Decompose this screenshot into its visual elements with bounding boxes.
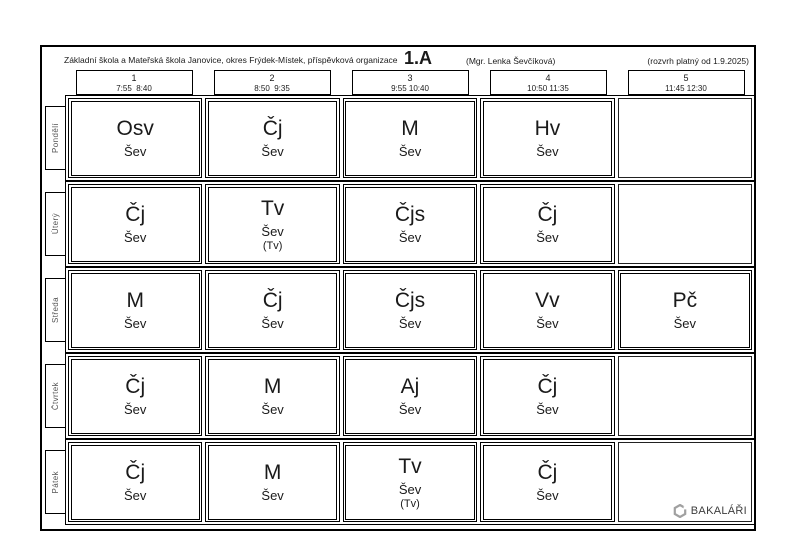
lesson-cell-empty [618, 184, 752, 264]
period-time: 11:45 12:30 [665, 84, 707, 93]
subject-abbr: Tv [398, 454, 422, 478]
lesson-cell [68, 98, 202, 178]
lesson-cell-empty [618, 98, 752, 178]
day-row-friday [51, 439, 755, 525]
bakalari-hexagon-icon [673, 504, 687, 518]
day-tab-friday [45, 450, 66, 514]
period-number: 3 [407, 73, 413, 83]
subject-abbr: Tv [260, 196, 285, 220]
day-label: Čtvrtek [51, 381, 60, 411]
bakalari-logo-text: BAKALÁŘI [690, 505, 747, 517]
teacher-abbr: Šev [536, 230, 559, 245]
lesson-cell [205, 98, 339, 178]
subject-abbr: Čj [537, 203, 558, 226]
day-label: Pondělí [51, 123, 60, 153]
teacher-abbr: Šev [261, 144, 284, 159]
lesson-cell [205, 270, 339, 350]
subject-abbr: Aj [400, 375, 420, 398]
subject-abbr: Čj [262, 289, 283, 312]
teacher-abbr: Šev [124, 488, 147, 503]
subject-abbr: Čjs [394, 289, 426, 312]
period-number: 2 [269, 73, 275, 83]
bakalari-logo [673, 504, 747, 518]
period-time: 9:55 10:40 [391, 84, 429, 93]
period-header-1 [76, 70, 193, 95]
subject-abbr: Hv [534, 117, 561, 140]
lesson-cell [343, 270, 477, 350]
period-header-3 [352, 70, 469, 95]
lesson-cell [68, 184, 202, 264]
teacher-abbr: Šev [536, 488, 559, 503]
subject-abbr: M [126, 289, 144, 312]
teacher-abbr: Šev [261, 488, 284, 503]
period-number: 5 [683, 73, 689, 83]
lesson-cell [480, 184, 614, 264]
teacher-abbr: Šev [398, 316, 422, 331]
subject-abbr: M [263, 461, 282, 484]
lesson-cell [68, 356, 202, 436]
lesson-cell [480, 270, 614, 350]
lesson-cell [205, 442, 339, 522]
day-tab-monday [45, 106, 66, 170]
subject-abbr: Osv [116, 117, 154, 140]
subject-abbr: Pč [672, 289, 698, 312]
lesson-cell-empty [618, 356, 752, 436]
day-tab-thursday [45, 364, 66, 428]
period-time: 8:50 9:35 [254, 84, 290, 93]
schedule-validity: (rozvrh platný od 1.9.2025) [647, 56, 749, 66]
teacher-abbr: Šev [124, 402, 147, 417]
subject-abbr: Čj [125, 375, 146, 398]
teacher-abbr: Šev [536, 144, 559, 159]
period-number: 4 [545, 73, 551, 83]
lesson-cell [343, 98, 477, 178]
day-tab-wednesday [45, 278, 66, 342]
period-header-4 [490, 70, 607, 95]
school-name: Základní škola a Mateřská škola Janovice, okres Frýdek-Místek, příspěvková organizace [64, 55, 398, 65]
teacher-abbr: Šev [261, 316, 284, 331]
teacher-abbr: Šev [398, 402, 422, 417]
teacher-abbr: Šev [536, 402, 559, 417]
teacher-abbr: Šev [398, 481, 422, 497]
day-row-monday [51, 95, 755, 181]
day-row-tuesday [51, 181, 755, 267]
day-label: Úterý [51, 213, 60, 235]
day-label: Pátek [51, 470, 60, 494]
period-header-2 [214, 70, 331, 95]
teacher-abbr: Šev [673, 316, 697, 331]
lesson-cell [68, 442, 202, 522]
teacher-abbr: Šev [536, 316, 559, 331]
subject-abbr: M [263, 375, 282, 398]
period-header-5 [628, 70, 745, 95]
timetable-frame [40, 45, 756, 531]
lesson-cell [480, 98, 614, 178]
group-note: (Tv) [400, 497, 420, 510]
lesson-cell [480, 442, 614, 522]
day-row-wednesday [51, 267, 755, 353]
lesson-cell [480, 356, 614, 436]
lesson-cell [343, 184, 477, 264]
lesson-cell [343, 442, 477, 522]
teacher-abbr: Šev [261, 223, 284, 239]
class-name: 1.A [404, 48, 433, 68]
teacher-abbr: Šev [124, 230, 147, 245]
subject-abbr: Čj [125, 203, 146, 226]
teacher-abbr: Šev [124, 316, 147, 331]
teacher-abbr: Šev [398, 144, 422, 159]
class-teacher: (Mgr. Lenka Ševčíková) [466, 56, 556, 66]
group-note: (Tv) [262, 239, 283, 252]
subject-abbr: Čj [537, 375, 558, 398]
teacher-abbr: Šev [398, 230, 422, 245]
subject-abbr: M [401, 117, 419, 140]
day-label: Středa [51, 297, 60, 323]
lesson-cell [205, 356, 339, 436]
lesson-cell [618, 270, 752, 350]
day-row-thursday [51, 353, 755, 439]
subject-abbr: Čjs [394, 203, 426, 226]
subject-abbr: Čj [537, 461, 558, 484]
teacher-abbr: Šev [124, 144, 147, 159]
teacher-abbr: Šev [261, 402, 284, 417]
period-time: 10:50 11:35 [527, 84, 569, 93]
subject-abbr: Čj [125, 461, 146, 484]
lesson-cell [205, 184, 339, 264]
period-time: 7:55 8:40 [116, 84, 152, 93]
lesson-cell [68, 270, 202, 350]
period-number: 1 [131, 73, 137, 83]
subject-abbr: Čj [262, 117, 283, 140]
lesson-cell [343, 356, 477, 436]
day-tab-tuesday [45, 192, 66, 256]
subject-abbr: Vv [535, 289, 560, 312]
period-header-row [65, 70, 755, 95]
timetable-grid [51, 95, 755, 525]
